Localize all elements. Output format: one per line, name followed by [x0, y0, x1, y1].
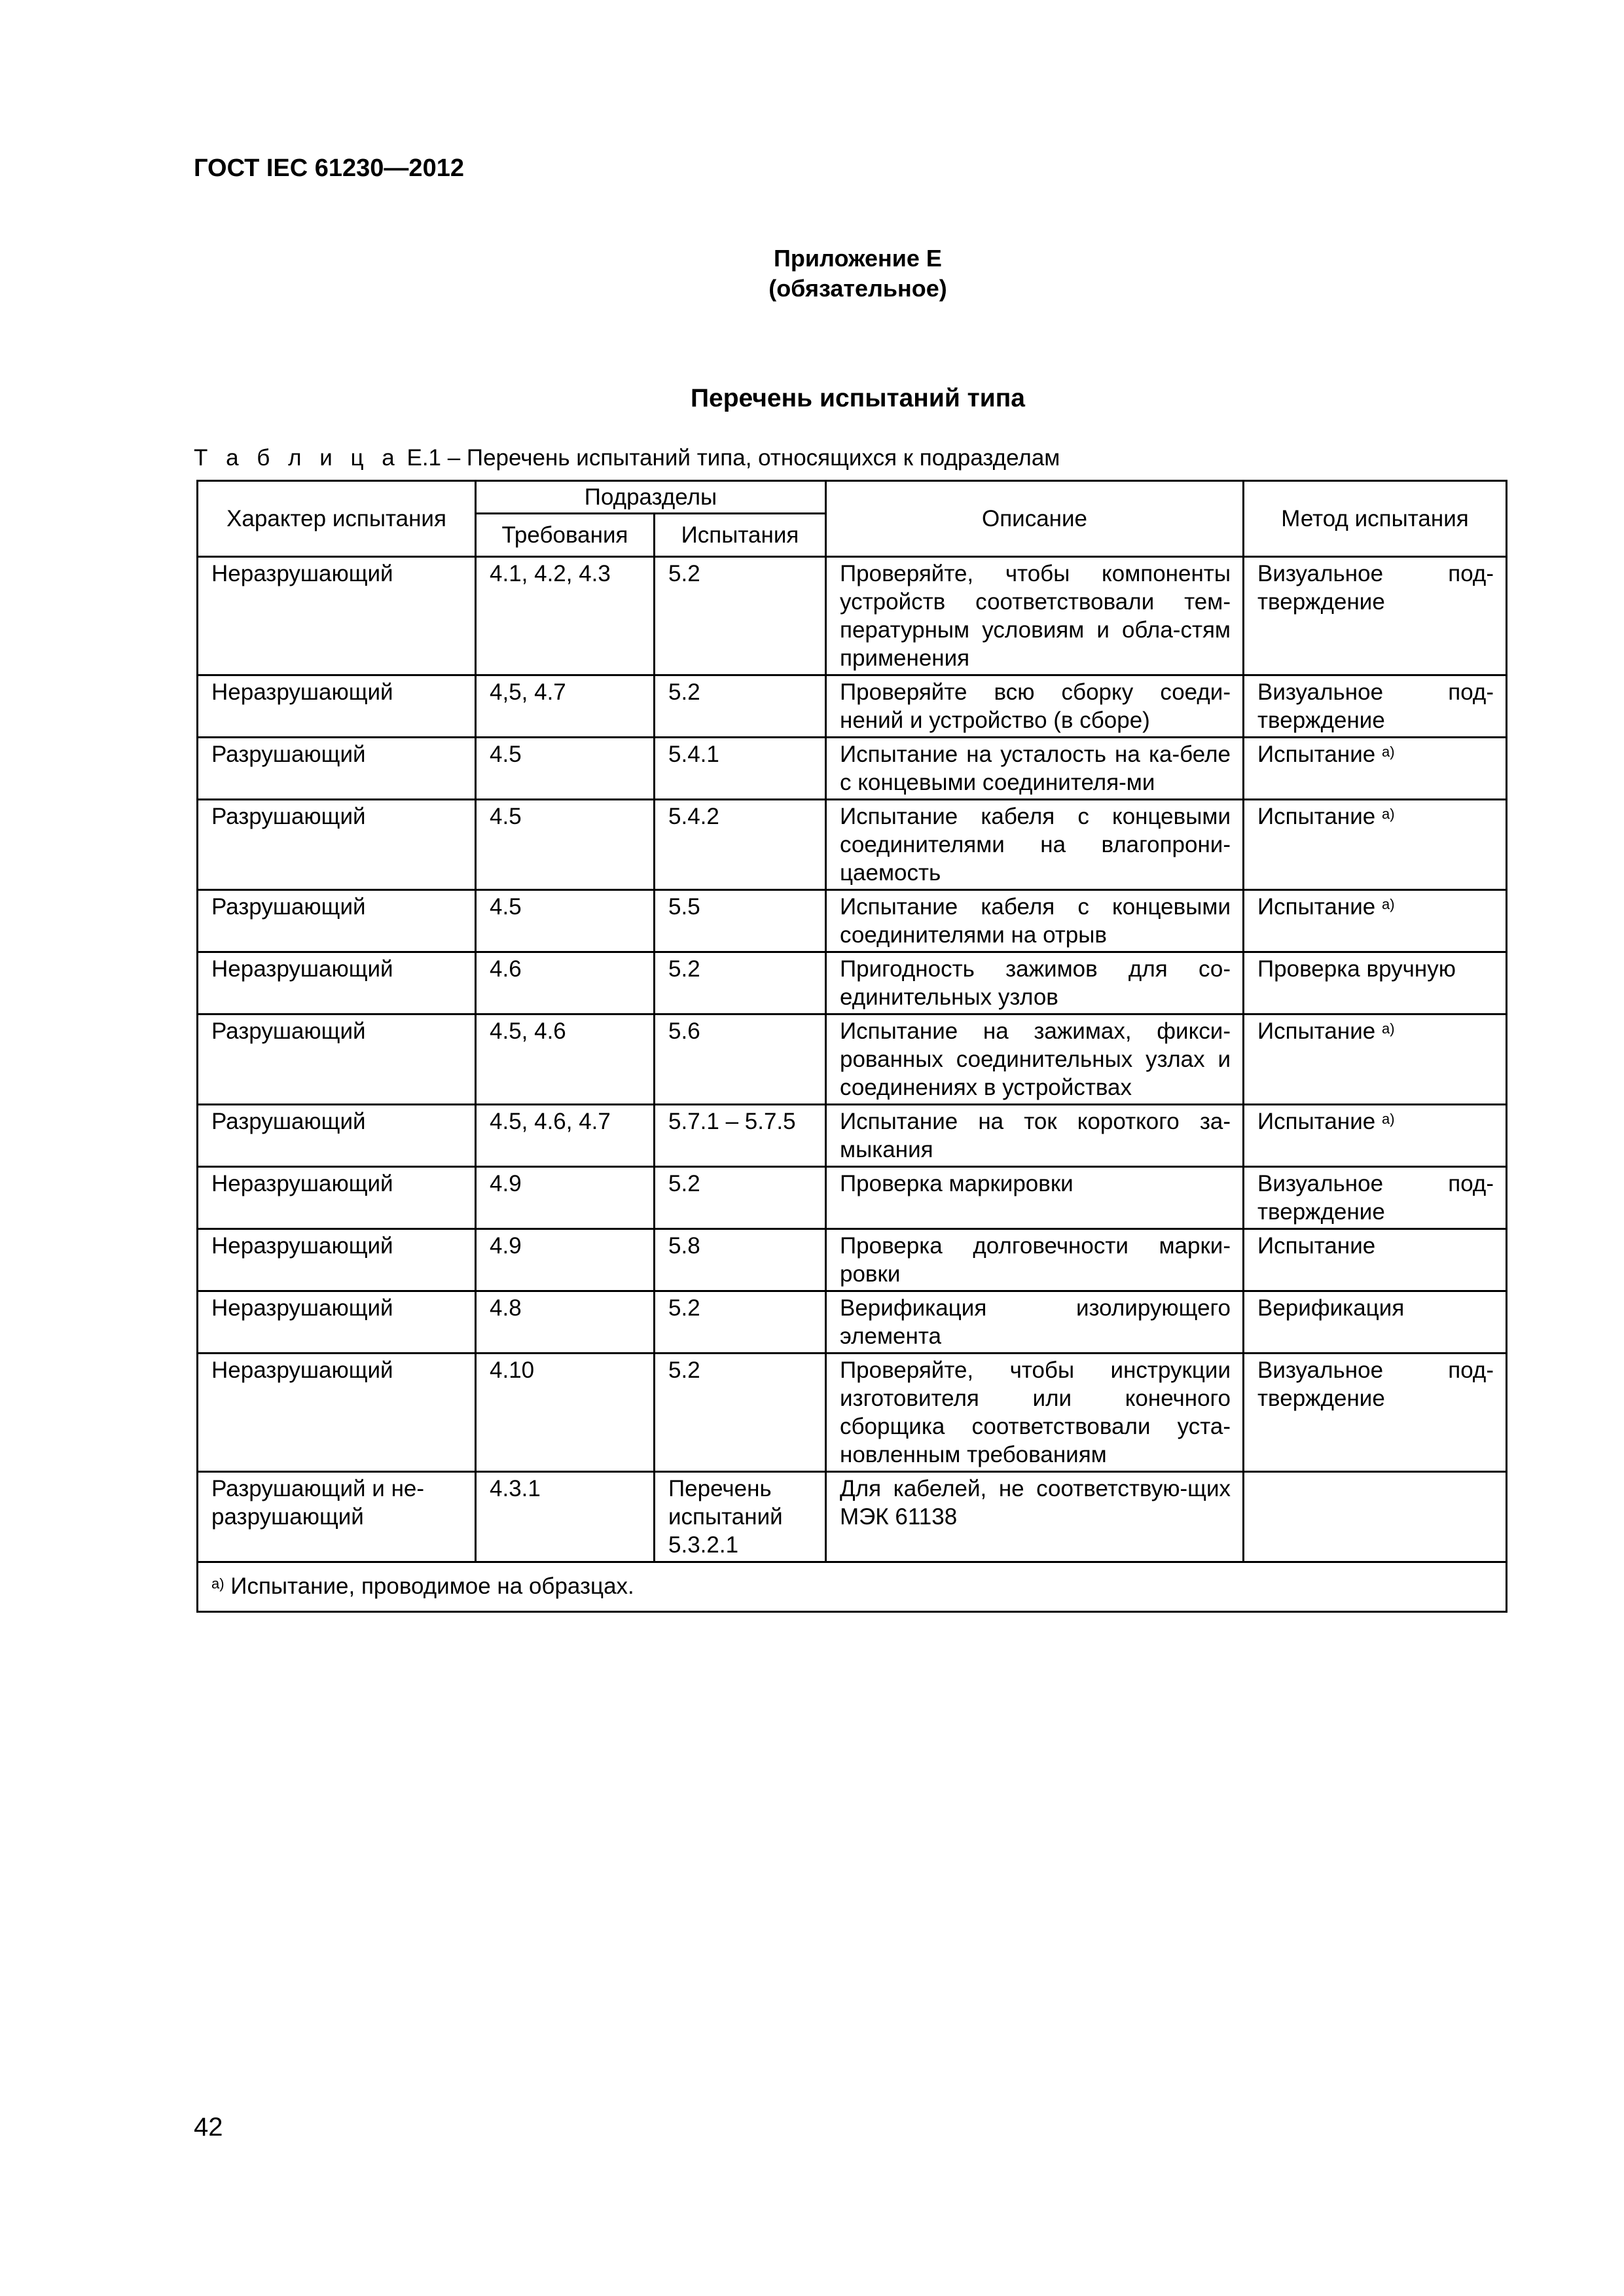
cell-method-text: Проверка вручную: [1257, 956, 1456, 982]
cell-nature: [198, 557, 476, 675]
cell-description-text: Испытание на ток короткого за-мыкания: [840, 1109, 1231, 1162]
cell-requirements-text: 4.3.1: [490, 1476, 541, 1501]
table-row: [198, 1105, 1507, 1167]
cell-method-text: Визуальное под-тверждение: [1257, 679, 1494, 733]
method-footnote-mark: а): [1381, 744, 1395, 760]
cell-nature-text: Неразрушающий: [211, 1295, 393, 1321]
cell-description: [826, 557, 1244, 675]
cell-description: [826, 675, 1244, 738]
table-row: [198, 1229, 1507, 1291]
cell-description-text: Пригодность зажимов для со-единительных узлов: [840, 956, 1231, 1010]
cell-tests-text: 5.4.2: [668, 804, 719, 829]
cell-description: [826, 1105, 1244, 1167]
cell-nature-text: Разрушающий и не-разрушающий: [211, 1476, 425, 1530]
cell-nature: [198, 1291, 476, 1354]
cell-requirements: [476, 1014, 655, 1105]
cell-description-text: Проверка маркировки: [840, 1171, 1074, 1196]
table-row: [198, 675, 1507, 738]
table-row: [198, 738, 1507, 800]
method-footnote-mark: а): [1381, 806, 1395, 822]
cell-nature-text: Неразрушающий: [211, 956, 393, 982]
table-row: [198, 1167, 1507, 1229]
cell-nature-text: Разрушающий: [211, 742, 366, 767]
cell-tests-text: 5.6: [668, 1018, 700, 1044]
method-footnote-mark: а): [1381, 896, 1395, 912]
cell-nature-text: Неразрушающий: [211, 1357, 393, 1383]
cell-requirements-text: 4.6: [490, 956, 522, 982]
cell-nature: [198, 1167, 476, 1229]
cell-method: [1244, 1291, 1507, 1354]
cell-description: [826, 738, 1244, 800]
cell-nature-text: Неразрушающий: [211, 679, 393, 705]
cell-requirements-text: 4.5: [490, 894, 522, 920]
cell-tests-text: 5.2: [668, 956, 700, 982]
header-method: Метод испытания: [1244, 481, 1507, 557]
table-row: [198, 890, 1507, 952]
cell-description: [826, 1014, 1244, 1105]
cell-method-text: Испытание: [1257, 1109, 1376, 1134]
cell-description: [826, 1229, 1244, 1291]
cell-nature: [198, 1354, 476, 1472]
table-footnote-row: [198, 1562, 1507, 1612]
cell-method: [1244, 952, 1507, 1014]
cell-nature: [198, 952, 476, 1014]
cell-tests-text: 5.5: [668, 894, 700, 920]
footnote-text: Испытание, проводимое на образцах.: [230, 1573, 634, 1599]
cell-requirements: [476, 557, 655, 675]
cell-requirements: [476, 800, 655, 890]
cell-method-text: Испытание: [1257, 1233, 1376, 1259]
cell-method: [1244, 738, 1507, 800]
cell-requirements-text: 4.9: [490, 1233, 522, 1259]
table-row: [198, 1472, 1507, 1562]
table-body: [198, 557, 1507, 1562]
table-row: [198, 952, 1507, 1014]
cell-method-text: Верификация: [1257, 1295, 1405, 1321]
cell-requirements-text: 4,5, 4.7: [490, 679, 566, 705]
cell-tests-text: 5.2: [668, 1171, 700, 1196]
table-row: [198, 557, 1507, 675]
cell-tests: [655, 738, 826, 800]
cell-method: [1244, 675, 1507, 738]
cell-tests: [655, 1014, 826, 1105]
cell-method-text: Визуальное под-тверждение: [1257, 1357, 1494, 1411]
cell-method-text: Визуальное под-тверждение: [1257, 1171, 1494, 1225]
cell-requirements-text: 4.5: [490, 804, 522, 829]
cell-tests: [655, 1167, 826, 1229]
header-description: Описание: [826, 481, 1244, 557]
cell-requirements: [476, 738, 655, 800]
cell-nature-text: Разрушающий: [211, 894, 366, 920]
cell-tests: [655, 1354, 826, 1472]
cell-requirements-text: 4.5, 4.6, 4.7: [490, 1109, 611, 1134]
cell-tests: [655, 890, 826, 952]
cell-tests-text: 5.7.1 – 5.7.5: [668, 1109, 796, 1134]
cell-description: [826, 1472, 1244, 1562]
table-caption-text: Е.1 – Перечень испытаний типа, относящихся к подразделам: [406, 445, 1060, 471]
cell-tests-text: 5.2: [668, 679, 700, 705]
cell-tests: [655, 1291, 826, 1354]
cell-method: [1244, 1229, 1507, 1291]
cell-description: [826, 890, 1244, 952]
cell-nature-text: Неразрушающий: [211, 561, 393, 586]
cell-description-text: Проверяйте, чтобы компоненты устройств соответствовали тем-пературным условиям и обла-стям применения: [840, 561, 1231, 671]
table-caption: [194, 445, 1060, 471]
cell-requirements: [476, 1105, 655, 1167]
cell-method: [1244, 557, 1507, 675]
cell-description: [826, 1291, 1244, 1354]
cell-tests: [655, 952, 826, 1014]
cell-tests-text: 5.2: [668, 1357, 700, 1383]
cell-nature: [198, 675, 476, 738]
cell-nature: [198, 890, 476, 952]
cell-requirements: [476, 1229, 655, 1291]
cell-description-text: Проверка долговечности марки-ровки: [840, 1233, 1231, 1287]
cell-requirements: [476, 1291, 655, 1354]
cell-nature-text: Разрушающий: [211, 1018, 366, 1044]
cell-method: [1244, 890, 1507, 952]
table-row: [198, 1014, 1507, 1105]
cell-requirements-text: 4.1, 4.2, 4.3: [490, 561, 611, 586]
cell-description-text: Для кабелей, не соответствую-щих МЭК 61138: [840, 1476, 1231, 1530]
cell-requirements-text: 4.8: [490, 1295, 522, 1321]
cell-description-text: Проверяйте, чтобы инструкции изготовителя или конечного сборщика соответствовали уста-новленным требованиям: [840, 1357, 1231, 1467]
cell-nature: [198, 738, 476, 800]
cell-method-text: Испытание: [1257, 742, 1376, 767]
cell-requirements: [476, 952, 655, 1014]
cell-tests: [655, 1229, 826, 1291]
appendix-title: Приложение Е: [774, 245, 942, 272]
cell-requirements: [476, 1354, 655, 1472]
appendix-status: (обязательное): [768, 275, 947, 302]
cell-description: [826, 952, 1244, 1014]
header-subsections: Подразделы: [476, 481, 826, 514]
page-number: 42: [194, 2113, 223, 2142]
cell-description-text: Испытание кабеля с концевыми соединителями на отрыв: [840, 894, 1231, 948]
cell-nature-text: Разрушающий: [211, 1109, 366, 1134]
cell-tests: [655, 557, 826, 675]
table-header-row: [198, 481, 1507, 514]
cell-method-text: Визуальное под-тверждение: [1257, 561, 1494, 615]
cell-requirements-text: 4.5, 4.6: [490, 1018, 566, 1044]
cell-requirements: [476, 1167, 655, 1229]
cell-method: [1244, 1105, 1507, 1167]
cell-method-text: Испытание: [1257, 804, 1376, 829]
table-row: [198, 1291, 1507, 1354]
cell-method: [1244, 800, 1507, 890]
table-footnote: [198, 1562, 1507, 1612]
cell-requirements: [476, 1472, 655, 1562]
cell-tests-text: 5.2: [668, 1295, 700, 1321]
document-code: ГОСТ IEC 61230—2012: [194, 154, 464, 182]
cell-nature: [198, 1014, 476, 1105]
cell-description-text: Верификация изолирующего элемента: [840, 1295, 1231, 1349]
cell-tests-text: Перечень испытаний 5.3.2.1: [668, 1476, 783, 1558]
cell-tests: [655, 675, 826, 738]
cell-requirements-text: 4.10: [490, 1357, 535, 1383]
cell-tests-text: 5.4.1: [668, 742, 719, 767]
cell-description: [826, 1167, 1244, 1229]
cell-method: [1244, 1167, 1507, 1229]
cell-requirements-text: 4.9: [490, 1171, 522, 1196]
table-row: [198, 800, 1507, 890]
cell-tests: [655, 1105, 826, 1167]
cell-description: [826, 800, 1244, 890]
cell-tests-text: 5.2: [668, 561, 700, 586]
cell-description-text: Испытание кабеля с концевыми соединителями на влагопрони-цаемость: [840, 804, 1231, 886]
cell-method: [1244, 1014, 1507, 1105]
cell-requirements-text: 4.5: [490, 742, 522, 767]
cell-nature-text: Неразрушающий: [211, 1233, 393, 1259]
footnote-mark: а): [211, 1575, 225, 1592]
cell-nature: [198, 800, 476, 890]
cell-tests-text: 5.8: [668, 1233, 700, 1259]
cell-nature-text: Разрушающий: [211, 804, 366, 829]
cell-tests: [655, 1472, 826, 1562]
cell-requirements: [476, 675, 655, 738]
method-footnote-mark: а): [1381, 1111, 1395, 1127]
cell-nature: [198, 1105, 476, 1167]
cell-nature-text: Неразрушающий: [211, 1171, 393, 1196]
table-caption-label: Т а б л и ц а: [194, 445, 401, 471]
cell-description-text: Испытание на зажимах, фикси-рованных соединительных узлах и соединениях в устройствах: [840, 1018, 1231, 1100]
cell-description-text: Проверяйте всю сборку соеди-нений и устройство (в сборе): [840, 679, 1231, 733]
cell-nature: [198, 1229, 476, 1291]
section-title: Перечень испытаний типа: [691, 384, 1025, 412]
cell-method: [1244, 1354, 1507, 1472]
table-row: [198, 1354, 1507, 1472]
method-footnote-mark: а): [1381, 1020, 1395, 1037]
cell-tests: [655, 800, 826, 890]
cell-method: [1244, 1472, 1507, 1562]
cell-requirements: [476, 890, 655, 952]
type-tests-table: [196, 480, 1507, 1613]
header-requirements: Требования: [476, 514, 655, 557]
cell-description: [826, 1354, 1244, 1472]
appendix-heading: [0, 243, 1624, 304]
cell-method-text: Испытание: [1257, 894, 1376, 920]
header-nature: Характер испытания: [198, 481, 476, 557]
cell-method-text: Испытание: [1257, 1018, 1376, 1044]
cell-nature: [198, 1472, 476, 1562]
header-tests: Испытания: [655, 514, 826, 557]
cell-description-text: Испытание на усталость на ка-беле с концевыми соединителя-ми: [840, 742, 1231, 795]
